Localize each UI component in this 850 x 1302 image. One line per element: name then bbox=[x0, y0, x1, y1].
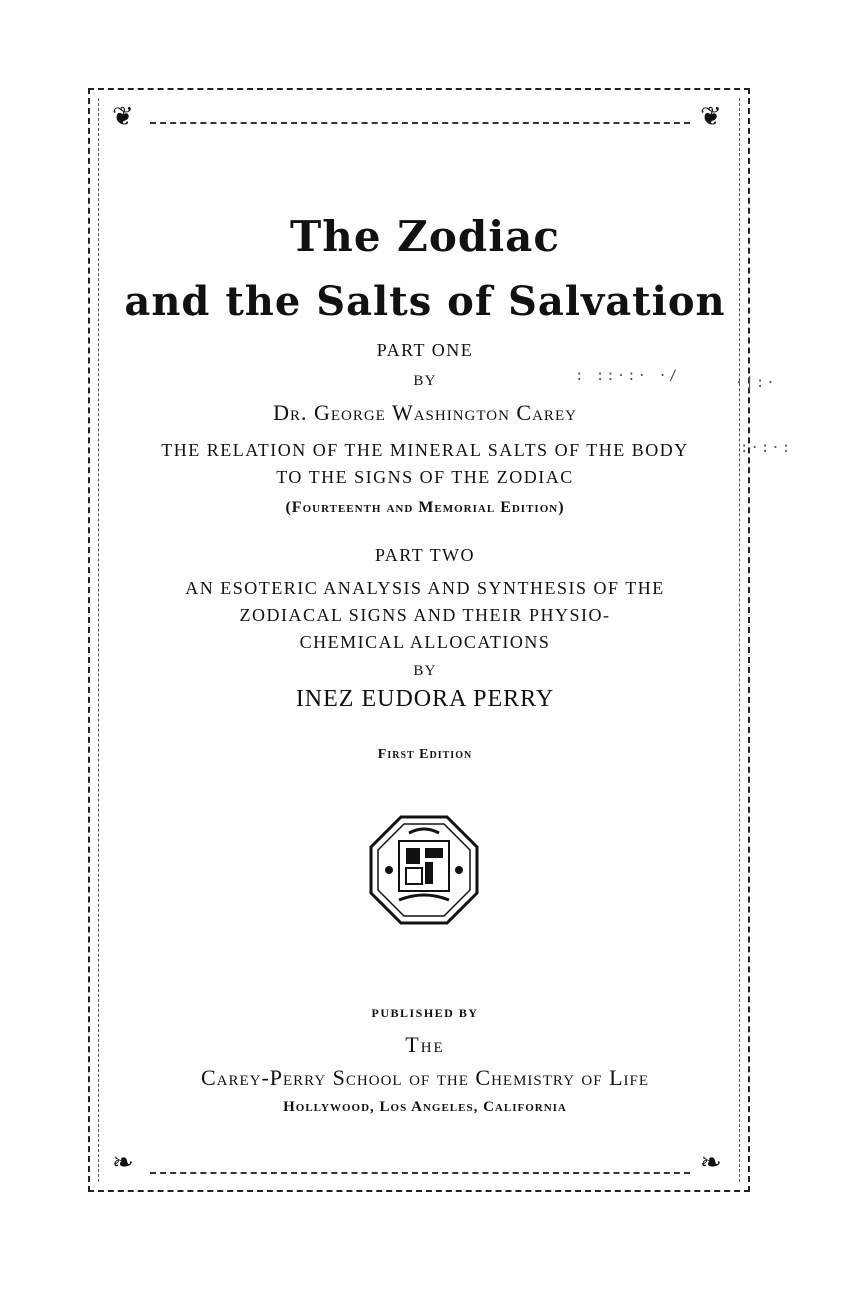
bottom-ornament-rule bbox=[150, 1172, 690, 1174]
part-one-author: Dr. George Washington Carey bbox=[273, 400, 577, 425]
corner-flourish-icon: ❧ bbox=[112, 1148, 134, 1177]
corner-flourish-icon: ❧ bbox=[700, 1148, 722, 1177]
corner-flourish-icon: ❦ bbox=[700, 102, 722, 131]
title-line-2: and the Salts of Salvation bbox=[124, 278, 726, 325]
part-two-edition: First Edition bbox=[377, 747, 473, 762]
stamp-smudge: :·:·: bbox=[740, 440, 793, 456]
publisher-name: Carey-Perry School of the Chemistry of Life bbox=[200, 1065, 650, 1090]
part-one-by: BY bbox=[413, 373, 437, 389]
part-one-description-2: TO THE SIGNS OF THE ZODIAC bbox=[276, 467, 574, 487]
top-ornament-rule bbox=[150, 122, 690, 124]
publisher-seal-icon bbox=[369, 815, 479, 925]
part-one-edition: (Fourteenth and Memorial Edition) bbox=[285, 499, 565, 516]
part-two-description-2: ZODIACAL SIGNS AND THEIR PHYSIO- bbox=[239, 605, 611, 625]
part-two-description-1: AN ESOTERIC ANALYSIS AND SYNTHESIS OF THE bbox=[185, 578, 665, 598]
stamp-smudge: : ::·:· ·/ bbox=[575, 368, 680, 384]
part-two-description-3: CHEMICAL ALLOCATIONS bbox=[299, 632, 551, 652]
stamp-smudge: ·|:· bbox=[735, 375, 777, 391]
part-two-heading: PART TWO bbox=[374, 545, 476, 565]
corner-flourish-icon: ❦ bbox=[112, 102, 134, 131]
publisher-the: The bbox=[405, 1032, 445, 1057]
part-two-by: BY bbox=[413, 663, 437, 679]
title-line-1: The Zodiac bbox=[290, 212, 560, 261]
part-one-heading: PART ONE bbox=[376, 340, 474, 360]
part-two-author: INEZ EUDORA PERRY bbox=[295, 686, 555, 712]
part-one-description-1: THE RELATION OF THE MINERAL SALTS OF THE BODY bbox=[161, 440, 689, 460]
publisher-location: Hollywood, Los Angeles, California bbox=[283, 1099, 567, 1115]
published-by-label: PUBLISHED BY bbox=[371, 1006, 479, 1020]
